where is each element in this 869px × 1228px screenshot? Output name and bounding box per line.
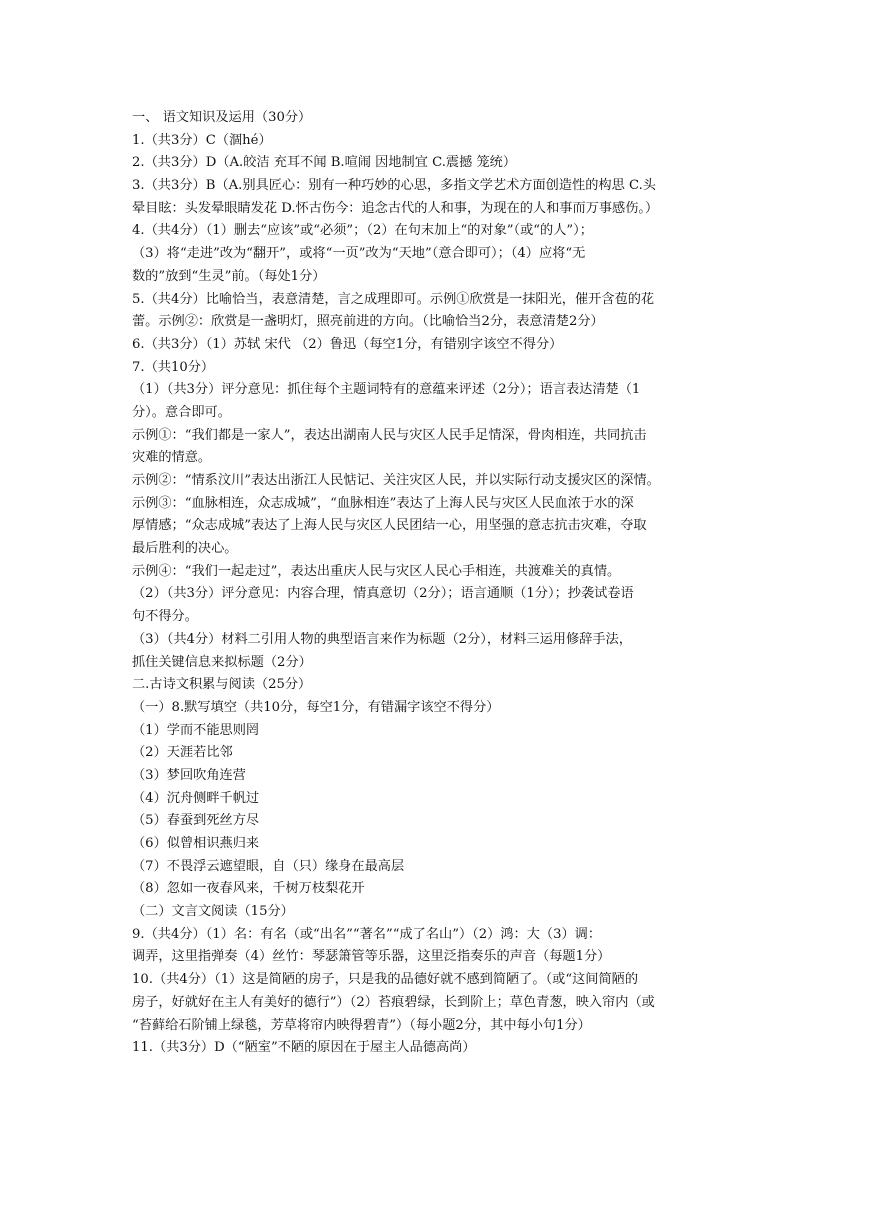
answer-key-document [132,107,742,1060]
text-line: 7.（共10分） [132,359,215,375]
text-line: （1）（共3分）评分意见：抓住每个主题词特有的意蕴来评述（2分）；语言表达清楚（1 [132,382,641,398]
text-line: （2）天涯若比邻 [132,745,233,761]
text-line: （6）似曾相识燕归来 [132,836,260,851]
text-line: （3）（共4分）材料二引用人物的典型语言来作为标题（2分），材料三运用修辞手法， [132,631,632,647]
text-line: 4.（共4分）（1）删去“应该”或“必须”；（2）在句末加上“的对象”（或“的人”）； [132,223,593,239]
text-line: 分）。意合即可。 [132,404,231,420]
text-line: （4）沉舟侧畔千帆过 [132,790,260,806]
text-line: 调弄，这里指弹奏（4）丝竹：琴瑟箫管等乐器，这里泛指奏乐的声音（每题1分） [132,949,611,965]
text-line: 1.（共3分）C（涸hé） [132,132,272,148]
text-line: “苔藓给石阶铺上绿毯，芳草将帘内映得碧青”）（每小题2分，其中每小句1分） [132,1017,591,1033]
text-line: 6.（共3分）（1）苏轼 宋代 （2）鲁迅（每空1分，有错别字该空不得分） [132,336,563,352]
text-line: 10.（共4分）（1）这是简陋的房子，只是我的品德好就不感到简陋了。（或“这间简陋的 [132,972,639,988]
text-line: 句不得分。 [132,609,198,625]
text-line: （二）文言文阅读（15分） [132,904,294,920]
text-line: （8）忽如一夜春风来，千树万枝梨花开 [132,881,365,897]
text-line: 最后胜利的决心。 [132,541,238,557]
text-line: 厚情感；“众志成城”表达了上海人民与灾区人民团结一心，用坚强的意志抗击灾难，夺取 [132,518,647,534]
text-line: 示例③：“血脉相连，众志成城”，“血脉相连”表达了上海人民与灾区人民血浓于水的深 [132,495,634,511]
text-line: 晕目眩：头发晕眼睛发花 D.怀古伤今：追念古代的人和事，为现在的人和事而万事感伤。） [132,200,659,216]
text-line: （一）8.默写填空（共10分，每空1分，有错漏字该空不得分） [132,699,500,715]
text-line: （5）春蚕到死丝方尽 [132,813,260,829]
text-line: 灾难的情意。 [132,450,212,466]
text-line: 二.古诗文积累与阅读（25分） [132,677,312,693]
text-line: 蕾。示例②：欣赏是一盏明灯，照亮前进的方向。（比喻恰当2分，表意清楚2分） [132,314,604,330]
text-line: （2）（共3分）评分意见：内容合理，情真意切（2分）；语言通顺（1分）；抄袭试卷语 [132,586,634,602]
text-line: 示例①：“我们都是一家人”，表达出湖南人民与灾区人民手足情深，骨肉相连，共同抗击 [132,427,647,443]
text-line: （3）梦回吹角连营 [132,767,246,783]
text-line: 11.（共3分）D（“陋室”不陋的原因在于屋主人品德高尚） [132,1040,476,1056]
text-line: 抓住关键信息来拟标题（2分） [132,654,312,670]
text-line: 示例④：“我们一起走过”，表达出重庆人民与灾区人民心手相连，共渡难关的真情。 [132,563,621,579]
text-line: （3）将“走进”改为“翻开”，或将“一页”改为“天地”（意合即可）；（4）应将“无 [132,246,586,262]
text-line: 示例②：“情系汶川”表达出浙江人民惦记、关注灾区人民，并以实际行动支援灾区的深情。 [132,473,660,488]
text-line: 9.（共4分）（1）名：有名（或“出名”“著名”“成了名山”）（2）鸿：大（3）调： [132,926,602,942]
text-line: 房子，好就好在主人有美好的德行”）（2）苔痕碧绿，长到阶上；草色青葱，映入帘内（或 [132,994,655,1010]
text-line: （7）不畏浮云遮望眼，自（只）缘身在最高层 [132,858,405,874]
text-line: （1）学而不能思则罔 [132,722,260,738]
text-line: 数的”放到“生灵”前。（每处1分） [132,268,326,284]
text-line: 2.（共3分）D（A.皎洁 充耳不闻 B.喧闹 因地制宜 C.震撼 笼统） [132,155,517,171]
text-line: 3.（共3分）B（A.别具匠心：别有一种巧妙的心思，多指文学艺术方面创造性的构思 C.头 [132,178,656,194]
text-line: 5.（共4分）比喻恰当，表意清楚，言之成理即可。示例①欣赏是一抹阳光，催开含苞的花 [132,291,655,307]
text-line: 一、 语文知识及运用（30分） [132,110,312,125]
